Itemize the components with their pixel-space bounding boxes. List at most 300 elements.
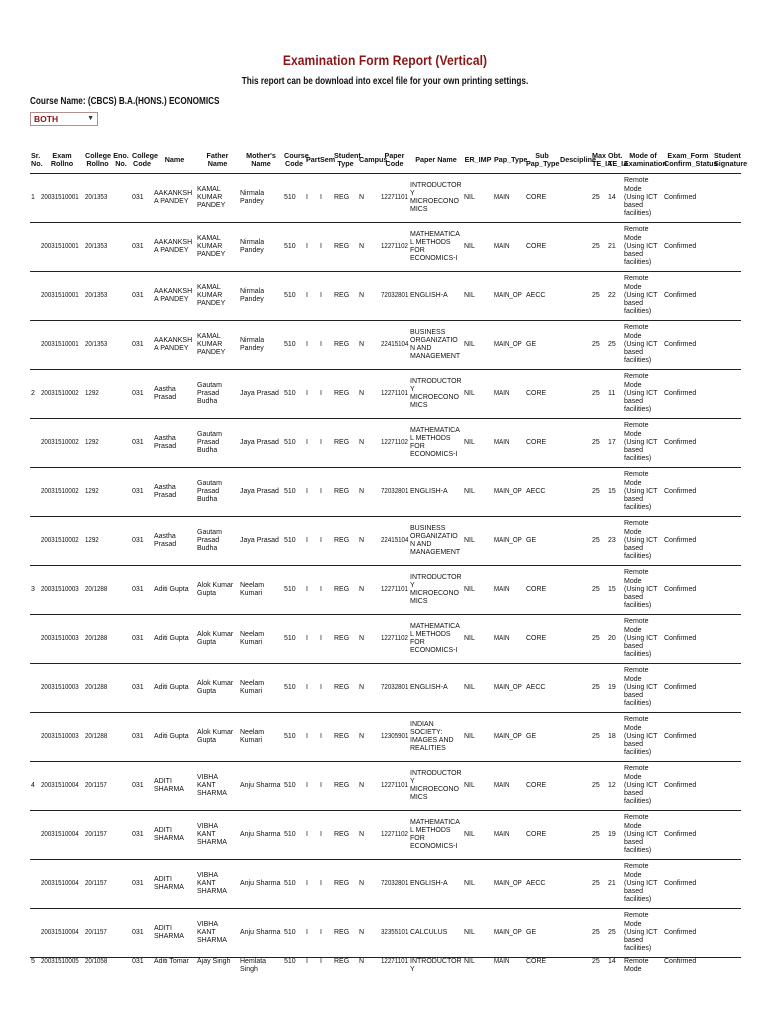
cell-status: [663, 321, 713, 370]
cell-text: REG: [334, 340, 350, 348]
cell-max: [591, 615, 607, 664]
cell-text: AECC: [526, 683, 546, 691]
cell-roll: [40, 321, 84, 370]
cell-text: CORE: [526, 585, 547, 593]
cell-text: REG: [334, 683, 350, 691]
cell-text: 20/1157: [85, 781, 107, 789]
cell-mode: [623, 958, 663, 975]
cell-text: MAIN_OP: [494, 487, 522, 495]
cell-text: REG: [334, 958, 350, 965]
cell-text: I: [320, 634, 322, 642]
cell-text: CORE: [526, 830, 547, 838]
cell-eno: [111, 370, 131, 419]
cell-pcode: [380, 566, 409, 615]
cell-text: CORE: [526, 634, 547, 642]
cell-name: [153, 419, 196, 468]
cell-pcode: [380, 860, 409, 909]
cell-text: VIBHA KANT SHARMA: [197, 822, 227, 847]
cell-mother: [239, 272, 283, 321]
cell-text: Confirmed: [664, 879, 697, 887]
cell-er: [463, 811, 493, 860]
cell-disc: [559, 615, 591, 664]
cell-disc: [559, 517, 591, 566]
cell-text: NIL: [464, 389, 475, 397]
cell-ccode: [131, 223, 153, 272]
cell-text: REG: [334, 928, 350, 936]
cell-text: CORE: [526, 193, 547, 201]
cell-text: Alok Kumar Gupta: [197, 581, 234, 597]
cell-max: [591, 223, 607, 272]
cell-pname: [409, 419, 463, 468]
cell-campus: [358, 468, 380, 517]
cell-text: 510: [284, 928, 296, 936]
cell-text: NIL: [464, 585, 475, 593]
cell-eno: [111, 811, 131, 860]
cell-text: 20031510002: [41, 487, 79, 495]
cell-campus: [358, 517, 380, 566]
cell-father: [196, 370, 239, 419]
cell-text: AAKANKSHA PANDEY: [154, 336, 193, 352]
cell-sr: [30, 223, 40, 272]
cell-pname: [409, 223, 463, 272]
column-header: Name: [164, 154, 185, 164]
cell-mother: [239, 468, 283, 517]
cell-mode: [623, 566, 663, 615]
cell-sign: [713, 860, 741, 909]
cell-text: 510: [284, 634, 296, 642]
cell-text: Remote Mode (Using ICT based facilities): [624, 422, 658, 463]
cell-ptype: [493, 468, 525, 517]
cell-campus: [358, 223, 380, 272]
cell-roll: [40, 811, 84, 860]
cell-text: NIL: [464, 634, 475, 642]
cell-disc: [559, 566, 591, 615]
cell-text: 32355101: [381, 928, 409, 936]
cell-croll: [84, 958, 111, 975]
cell-eno: [111, 517, 131, 566]
cell-text: Alok Kumar Gupta: [197, 679, 234, 695]
cell-text: REG: [334, 732, 350, 740]
cell-mode: [623, 762, 663, 811]
cell-text: Aditi Gupta: [154, 683, 189, 691]
cell-ptype: [493, 223, 525, 272]
cell-sem: [319, 615, 333, 664]
cell-mode: [623, 174, 663, 223]
table-row: [30, 860, 741, 909]
cell-status: [663, 419, 713, 468]
cell-text: 031: [132, 830, 144, 838]
table-row: [30, 468, 741, 517]
cell-text: 510: [284, 340, 296, 348]
column-header: Course Code: [284, 150, 309, 168]
cell-mother: [239, 958, 283, 975]
cell-obt: [607, 174, 623, 223]
cell-text: Jaya Prasad: [240, 487, 279, 495]
cell-eno: [111, 321, 131, 370]
column-header: Sr. No.: [31, 150, 43, 168]
cell-roll: [40, 517, 84, 566]
cell-text: KAMAL KUMAR PANDEY: [197, 283, 226, 308]
table-row: [30, 370, 741, 419]
cell-text: 22415104: [381, 340, 409, 348]
cell-stype: [333, 223, 358, 272]
cell-roll: [40, 664, 84, 713]
course-name: Course Name: (CBCS) B.A.(HONS.) ECONOMICS: [30, 96, 220, 107]
cell-text: ENGLISH-A: [410, 487, 448, 495]
cell-text: 20031510002: [41, 438, 79, 446]
cell-text: MATHEMATICAL METHODS FOR ECONOMICS-I: [410, 426, 460, 459]
cell-father: [196, 174, 239, 223]
cell-text: I: [320, 732, 322, 740]
cell-text: N: [359, 634, 365, 642]
cell-text: Aditi Tomar: [154, 958, 189, 965]
cell-text: 20/1353: [85, 242, 108, 250]
cell-sr: [30, 468, 40, 517]
cell-text: MAIN: [494, 242, 510, 250]
cell-text: INTRODUCTORY: [410, 958, 462, 974]
cell-sem: [319, 762, 333, 811]
cell-text: 20/1058: [85, 958, 108, 965]
cell-name: [153, 223, 196, 272]
cell-text: MAIN: [494, 193, 510, 201]
cell-text: 22415104: [381, 536, 409, 544]
table-row: [30, 664, 741, 713]
cell-roll: [40, 223, 84, 272]
cell-status: [663, 566, 713, 615]
cell-name: [153, 909, 196, 958]
cell-sem: [319, 419, 333, 468]
cell-text: Remote Mode (Using ICT based facilities): [624, 765, 658, 806]
cell-text: Aditi Gupta: [154, 732, 189, 740]
cell-text: 25: [592, 879, 600, 887]
cell-text: Confirmed: [664, 193, 697, 201]
cell-pcode: [380, 615, 409, 664]
cell-father: [196, 811, 239, 860]
column-header: Exam Rollno: [50, 150, 74, 168]
cell-max: [591, 811, 607, 860]
cell-text: 1292: [85, 438, 99, 446]
cell-text: Gautam Prasad Budha: [197, 479, 222, 504]
report-title: Examination Form Report (Vertical): [282, 52, 488, 68]
cell-pcode: [380, 468, 409, 517]
cell-mother: [239, 713, 283, 762]
cell-text: I: [320, 879, 322, 887]
cell-mode: [623, 860, 663, 909]
table-row: [30, 174, 741, 223]
cell-text: 12: [608, 781, 616, 789]
cell-text: I: [306, 389, 308, 397]
cell-pcode: [380, 419, 409, 468]
cell-pname: [409, 664, 463, 713]
paper-type-select[interactable]: [30, 112, 98, 126]
cell-text: REG: [334, 781, 350, 789]
cell-text: Remote Mode (Using ICT based facilities): [624, 569, 658, 610]
cell-sem: [319, 811, 333, 860]
cell-part: [305, 517, 319, 566]
cell-eno: [111, 174, 131, 223]
cell-father: [196, 223, 239, 272]
cell-max: [591, 713, 607, 762]
cell-obt: [607, 419, 623, 468]
cell-stype: [333, 370, 358, 419]
cell-text: 510: [284, 585, 296, 593]
cell-sign: [713, 468, 741, 517]
cell-campus: [358, 762, 380, 811]
cell-campus: [358, 958, 380, 975]
cell-text: 510: [284, 958, 296, 965]
cell-text: 20/1157: [85, 830, 107, 838]
cell-part: [305, 762, 319, 811]
cell-pname: [409, 615, 463, 664]
cell-roll: [40, 860, 84, 909]
cell-father: [196, 615, 239, 664]
cell-sr: [30, 321, 40, 370]
cell-er: [463, 370, 493, 419]
cell-mother: [239, 664, 283, 713]
cell-max: [591, 566, 607, 615]
cell-obt: [607, 615, 623, 664]
cell-sr: [30, 958, 40, 975]
cell-text: 25: [592, 585, 600, 593]
cell-name: [153, 174, 196, 223]
cell-eno: [111, 958, 131, 975]
cell-name: [153, 958, 196, 975]
cell-pname: [409, 370, 463, 419]
cell-text: Remote Mode (Using ICT based facilities): [624, 324, 658, 365]
cell-sem: [319, 566, 333, 615]
cell-text: Confirmed: [664, 291, 697, 299]
cell-father: [196, 566, 239, 615]
cell-obt: [607, 517, 623, 566]
cell-sr: [30, 762, 40, 811]
cell-ptype: [493, 321, 525, 370]
cell-text: GE: [526, 928, 537, 936]
cell-sem: [319, 272, 333, 321]
cell-stype: [333, 958, 358, 975]
cell-sign: [713, 517, 741, 566]
cell-text: Gautam Prasad Budha: [197, 381, 222, 406]
cell-eno: [111, 272, 131, 321]
cell-text: 031: [132, 634, 144, 642]
cell-sem: [319, 958, 333, 975]
cell-croll: [84, 713, 111, 762]
cell-part: [305, 615, 319, 664]
cell-text: 031: [132, 340, 144, 348]
cell-name: [153, 811, 196, 860]
cell-max: [591, 272, 607, 321]
cell-disc: [559, 223, 591, 272]
cell-campus: [358, 272, 380, 321]
cell-text: 20/1288: [85, 585, 108, 593]
cell-er: [463, 713, 493, 762]
cell-roll: [40, 713, 84, 762]
cell-text: 031: [132, 389, 144, 397]
cell-text: MAIN_OP: [494, 928, 522, 936]
cell-er: [463, 272, 493, 321]
cell-disc: [559, 272, 591, 321]
cell-mother: [239, 860, 283, 909]
cell-text: REG: [334, 634, 350, 642]
cell-text: I: [320, 958, 322, 965]
cell-sr: [30, 664, 40, 713]
cell-text: 23: [608, 536, 616, 544]
cell-max: [591, 468, 607, 517]
cell-text: Anju Sharma: [240, 928, 281, 936]
cell-course: [283, 272, 305, 321]
cell-stype: [333, 811, 358, 860]
cell-sign: [713, 811, 741, 860]
cell-text: Anju Sharma: [240, 879, 281, 887]
cell-status: [663, 713, 713, 762]
cell-subtype: [525, 566, 559, 615]
cell-disc: [559, 762, 591, 811]
cell-ccode: [131, 419, 153, 468]
cell-disc: [559, 174, 591, 223]
cell-text: 25: [592, 438, 600, 446]
cell-stype: [333, 664, 358, 713]
cell-text: INDIAN SOCIETY: IMAGES AND REALITIES: [410, 720, 454, 753]
cell-obt: [607, 713, 623, 762]
cell-text: GE: [526, 732, 537, 740]
cell-text: NIL: [464, 830, 475, 838]
cell-text: 031: [132, 487, 144, 495]
cell-course: [283, 321, 305, 370]
cell-text: 20031510003: [41, 683, 79, 691]
cell-text: N: [359, 928, 365, 936]
cell-roll: [40, 370, 84, 419]
cell-part: [305, 174, 319, 223]
cell-text: 031: [132, 242, 144, 250]
cell-pname: [409, 713, 463, 762]
cell-text: Gautam Prasad Budha: [197, 528, 222, 553]
cell-text: 19: [608, 830, 616, 838]
cell-text: NIL: [464, 340, 475, 348]
cell-text: Confirmed: [664, 389, 697, 397]
cell-text: 510: [284, 879, 296, 887]
cell-stype: [333, 909, 358, 958]
cell-stype: [333, 419, 358, 468]
cell-text: 20: [608, 634, 616, 642]
cell-ccode: [131, 174, 153, 223]
cell-text: 25: [592, 193, 600, 201]
cell-text: NIL: [464, 536, 475, 544]
cell-sr: [30, 860, 40, 909]
cell-text: 20031510003: [41, 732, 79, 740]
cell-text: Confirmed: [664, 536, 697, 544]
cell-sem: [319, 664, 333, 713]
cell-campus: [358, 860, 380, 909]
cell-subtype: [525, 223, 559, 272]
cell-text: Confirmed: [664, 487, 697, 495]
cell-text: 25: [592, 781, 600, 789]
cell-er: [463, 223, 493, 272]
cell-text: NIL: [464, 781, 475, 789]
cell-text: Confirmed: [664, 585, 697, 593]
column-header: Student Signature: [714, 150, 748, 168]
cell-status: [663, 174, 713, 223]
cell-father: [196, 419, 239, 468]
cell-text: Jaya Prasad: [240, 389, 279, 397]
cell-disc: [559, 909, 591, 958]
report-subtitle: This report can be download into excel file for your own printing settings.: [241, 76, 529, 87]
cell-text: 20/1288: [85, 634, 108, 642]
cell-text: 510: [284, 193, 296, 201]
cell-status: [663, 860, 713, 909]
cell-ccode: [131, 762, 153, 811]
cell-text: 25: [592, 291, 600, 299]
cell-text: N: [359, 242, 365, 250]
column-header: College Rollno: [85, 150, 111, 168]
cell-sign: [713, 615, 741, 664]
cell-text: 510: [284, 487, 296, 495]
cell-obt: [607, 909, 623, 958]
cell-sr: [30, 272, 40, 321]
cell-text: ADITI SHARMA: [154, 777, 184, 793]
cell-er: [463, 958, 493, 975]
cell-father: [196, 713, 239, 762]
cell-text: Remote Mode (Using ICT based facilities): [624, 814, 658, 855]
cell-croll: [84, 419, 111, 468]
cell-text: 20031510001: [41, 291, 79, 299]
cell-text: 20/1353: [85, 340, 108, 348]
cell-campus: [358, 174, 380, 223]
cell-mode: [623, 321, 663, 370]
cell-sign: [713, 419, 741, 468]
cell-mode: [623, 909, 663, 958]
cell-text: 20031510001: [41, 340, 79, 348]
cell-er: [463, 517, 493, 566]
cell-text: CORE: [526, 242, 547, 250]
cell-text: Confirmed: [664, 830, 697, 838]
cell-text: 11: [608, 389, 616, 397]
cell-croll: [84, 615, 111, 664]
cell-text: Aastha Prasad: [154, 532, 177, 548]
cell-text: MAIN: [494, 585, 510, 593]
cell-obt: [607, 762, 623, 811]
cell-text: 25: [592, 242, 600, 250]
cell-text: 12271101: [381, 389, 408, 397]
cell-part: [305, 958, 319, 975]
cell-text: AECC: [526, 487, 546, 495]
cell-sign: [713, 909, 741, 958]
cell-text: Gautam Prasad Budha: [197, 430, 222, 455]
cell-part: [305, 223, 319, 272]
cell-course: [283, 713, 305, 762]
cell-sem: [319, 909, 333, 958]
cell-ccode: [131, 811, 153, 860]
cell-text: N: [359, 536, 365, 544]
cell-eno: [111, 762, 131, 811]
cell-text: 12271102: [381, 634, 408, 642]
cell-max: [591, 517, 607, 566]
cell-mother: [239, 174, 283, 223]
cell-text: Aditi Gupta: [154, 634, 189, 642]
cell-obt: [607, 468, 623, 517]
cell-text: I: [306, 781, 308, 789]
cell-sr: [30, 811, 40, 860]
cell-text: I: [320, 193, 322, 201]
cell-text: I: [306, 585, 308, 593]
cell-text: KAMAL KUMAR PANDEY: [197, 185, 226, 210]
cell-ccode: [131, 615, 153, 664]
cell-pname: [409, 811, 463, 860]
cell-text: Neelam Kumari: [240, 679, 265, 695]
cell-part: [305, 566, 319, 615]
cell-ptype: [493, 615, 525, 664]
cell-text: 031: [132, 683, 144, 691]
cell-status: [663, 468, 713, 517]
cell-course: [283, 860, 305, 909]
